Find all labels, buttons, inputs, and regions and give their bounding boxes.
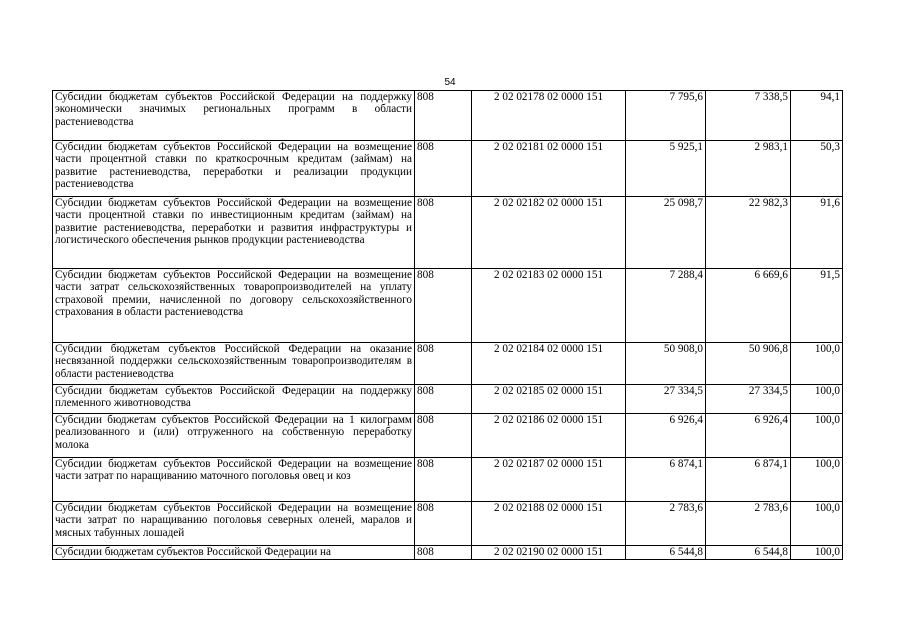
row-name: Субсидии бюджетам субъектов Российской Федерации на оказание несвязанной поддержки сельскохозяйственным товаропроизводителям в области растениеводства	[53, 343, 415, 385]
row-admin-code: 808	[415, 458, 472, 502]
row-fact-value: 6 926,4	[706, 414, 791, 458]
row-admin-code: 808	[415, 546, 472, 560]
row-plan-value: 27 334,5	[626, 385, 706, 414]
row-plan-value: 5 925,1	[626, 141, 706, 197]
row-budget-code: 2 02 02184 02 0000 151	[472, 343, 626, 385]
row-percent-value: 91,6	[791, 197, 843, 269]
row-percent-value: 100,0	[791, 414, 843, 458]
row-name: Субсидии бюджетам субъектов Российской Федерации на	[53, 546, 415, 560]
row-name: Субсидии бюджетам субъектов Российской Федерации на поддержку экономически значимых региональных программ в области растениеводства	[53, 91, 415, 141]
row-percent-value: 100,0	[791, 343, 843, 385]
row-fact-value: 50 906,8	[706, 343, 791, 385]
row-name: Субсидии бюджетам субъектов Российской Федерации на 1 килограмм реализованного и (или) отгруженного на собственную переработку молока	[53, 414, 415, 458]
row-admin-code: 808	[415, 269, 472, 343]
row-budget-code: 2 02 02190 02 0000 151	[472, 546, 626, 560]
row-plan-value: 7 795,6	[626, 91, 706, 141]
row-fact-value: 6 544,8	[706, 546, 791, 560]
row-percent-value: 91,5	[791, 269, 843, 343]
row-fact-value: 7 338,5	[706, 91, 791, 141]
page-number: 54	[444, 77, 456, 88]
row-name: Субсидии бюджетам субъектов Российской Федерации на возмещение части затрат по наращиванию поголовья северных оленей, маралов и мясных табунных лошадей	[53, 502, 415, 546]
row-admin-code: 808	[415, 385, 472, 414]
table-row	[53, 458, 843, 502]
row-fact-value: 22 982,3	[706, 197, 791, 269]
table-row	[53, 385, 843, 414]
row-name: Субсидии бюджетам субъектов Российской Федерации на поддержку племенного животноводства	[53, 385, 415, 414]
row-budget-code: 2 02 02186 02 0000 151	[472, 414, 626, 458]
row-budget-code: 2 02 02188 02 0000 151	[472, 502, 626, 546]
row-name: Субсидии бюджетам субъектов Российской Федерации на возмещение части затрат сельскохозяйственных товаропроизводителей на уплату страховой премии, начисленной по договору сельскохозяйственного страхования в области растениеводства	[53, 269, 415, 343]
row-budget-code: 2 02 02187 02 0000 151	[472, 458, 626, 502]
row-fact-value: 2 783,6	[706, 502, 791, 546]
row-admin-code: 808	[415, 343, 472, 385]
row-budget-code: 2 02 02182 02 0000 151	[472, 197, 626, 269]
table-row	[53, 414, 843, 458]
row-plan-value: 2 783,6	[626, 502, 706, 546]
row-plan-value: 7 288,4	[626, 269, 706, 343]
row-name: Субсидии бюджетам субъектов Российской Федерации на возмещение части процентной ставки по краткосрочным кредитам (займам) на развитие растениеводства, переработки и реализации продукции растениеводства	[53, 141, 415, 197]
row-percent-value: 100,0	[791, 502, 843, 546]
row-admin-code: 808	[415, 197, 472, 269]
row-budget-code: 2 02 02185 02 0000 151	[472, 385, 626, 414]
row-plan-value: 6 874,1	[626, 458, 706, 502]
row-budget-code: 2 02 02183 02 0000 151	[472, 269, 626, 343]
row-budget-code: 2 02 02181 02 0000 151	[472, 141, 626, 197]
row-admin-code: 808	[415, 414, 472, 458]
row-percent-value: 100,0	[791, 546, 843, 560]
table-row	[53, 546, 843, 560]
row-budget-code: 2 02 02178 02 0000 151	[472, 91, 626, 141]
table-row	[53, 502, 843, 546]
table-row	[53, 343, 843, 385]
row-fact-value: 27 334,5	[706, 385, 791, 414]
table-row	[53, 141, 843, 197]
row-name: Субсидии бюджетам субъектов Российской Федерации на возмещение части процентной ставки по инвестиционным кредитам (займам) на развитие растениеводства, переработки и развития инфраструктуры и логистического обеспечения рынков продукции растениеводства	[53, 197, 415, 269]
table-row	[53, 197, 843, 269]
row-plan-value: 6 926,4	[626, 414, 706, 458]
table-row	[53, 269, 843, 343]
row-admin-code: 808	[415, 91, 472, 141]
row-plan-value: 50 908,0	[626, 343, 706, 385]
row-percent-value: 94,1	[791, 91, 843, 141]
row-fact-value: 2 983,1	[706, 141, 791, 197]
row-admin-code: 808	[415, 141, 472, 197]
row-name: Субсидии бюджетам субъектов Российской Федерации на возмещение части затрат по наращиванию маточного поголовья овец и коз	[53, 458, 415, 502]
row-fact-value: 6 874,1	[706, 458, 791, 502]
row-admin-code: 808	[415, 502, 472, 546]
budget-table	[52, 90, 843, 560]
table-row	[53, 91, 843, 141]
row-fact-value: 6 669,6	[706, 269, 791, 343]
row-percent-value: 100,0	[791, 458, 843, 502]
row-plan-value: 25 098,7	[626, 197, 706, 269]
row-plan-value: 6 544,8	[626, 546, 706, 560]
row-percent-value: 100,0	[791, 385, 843, 414]
row-percent-value: 50,3	[791, 141, 843, 197]
